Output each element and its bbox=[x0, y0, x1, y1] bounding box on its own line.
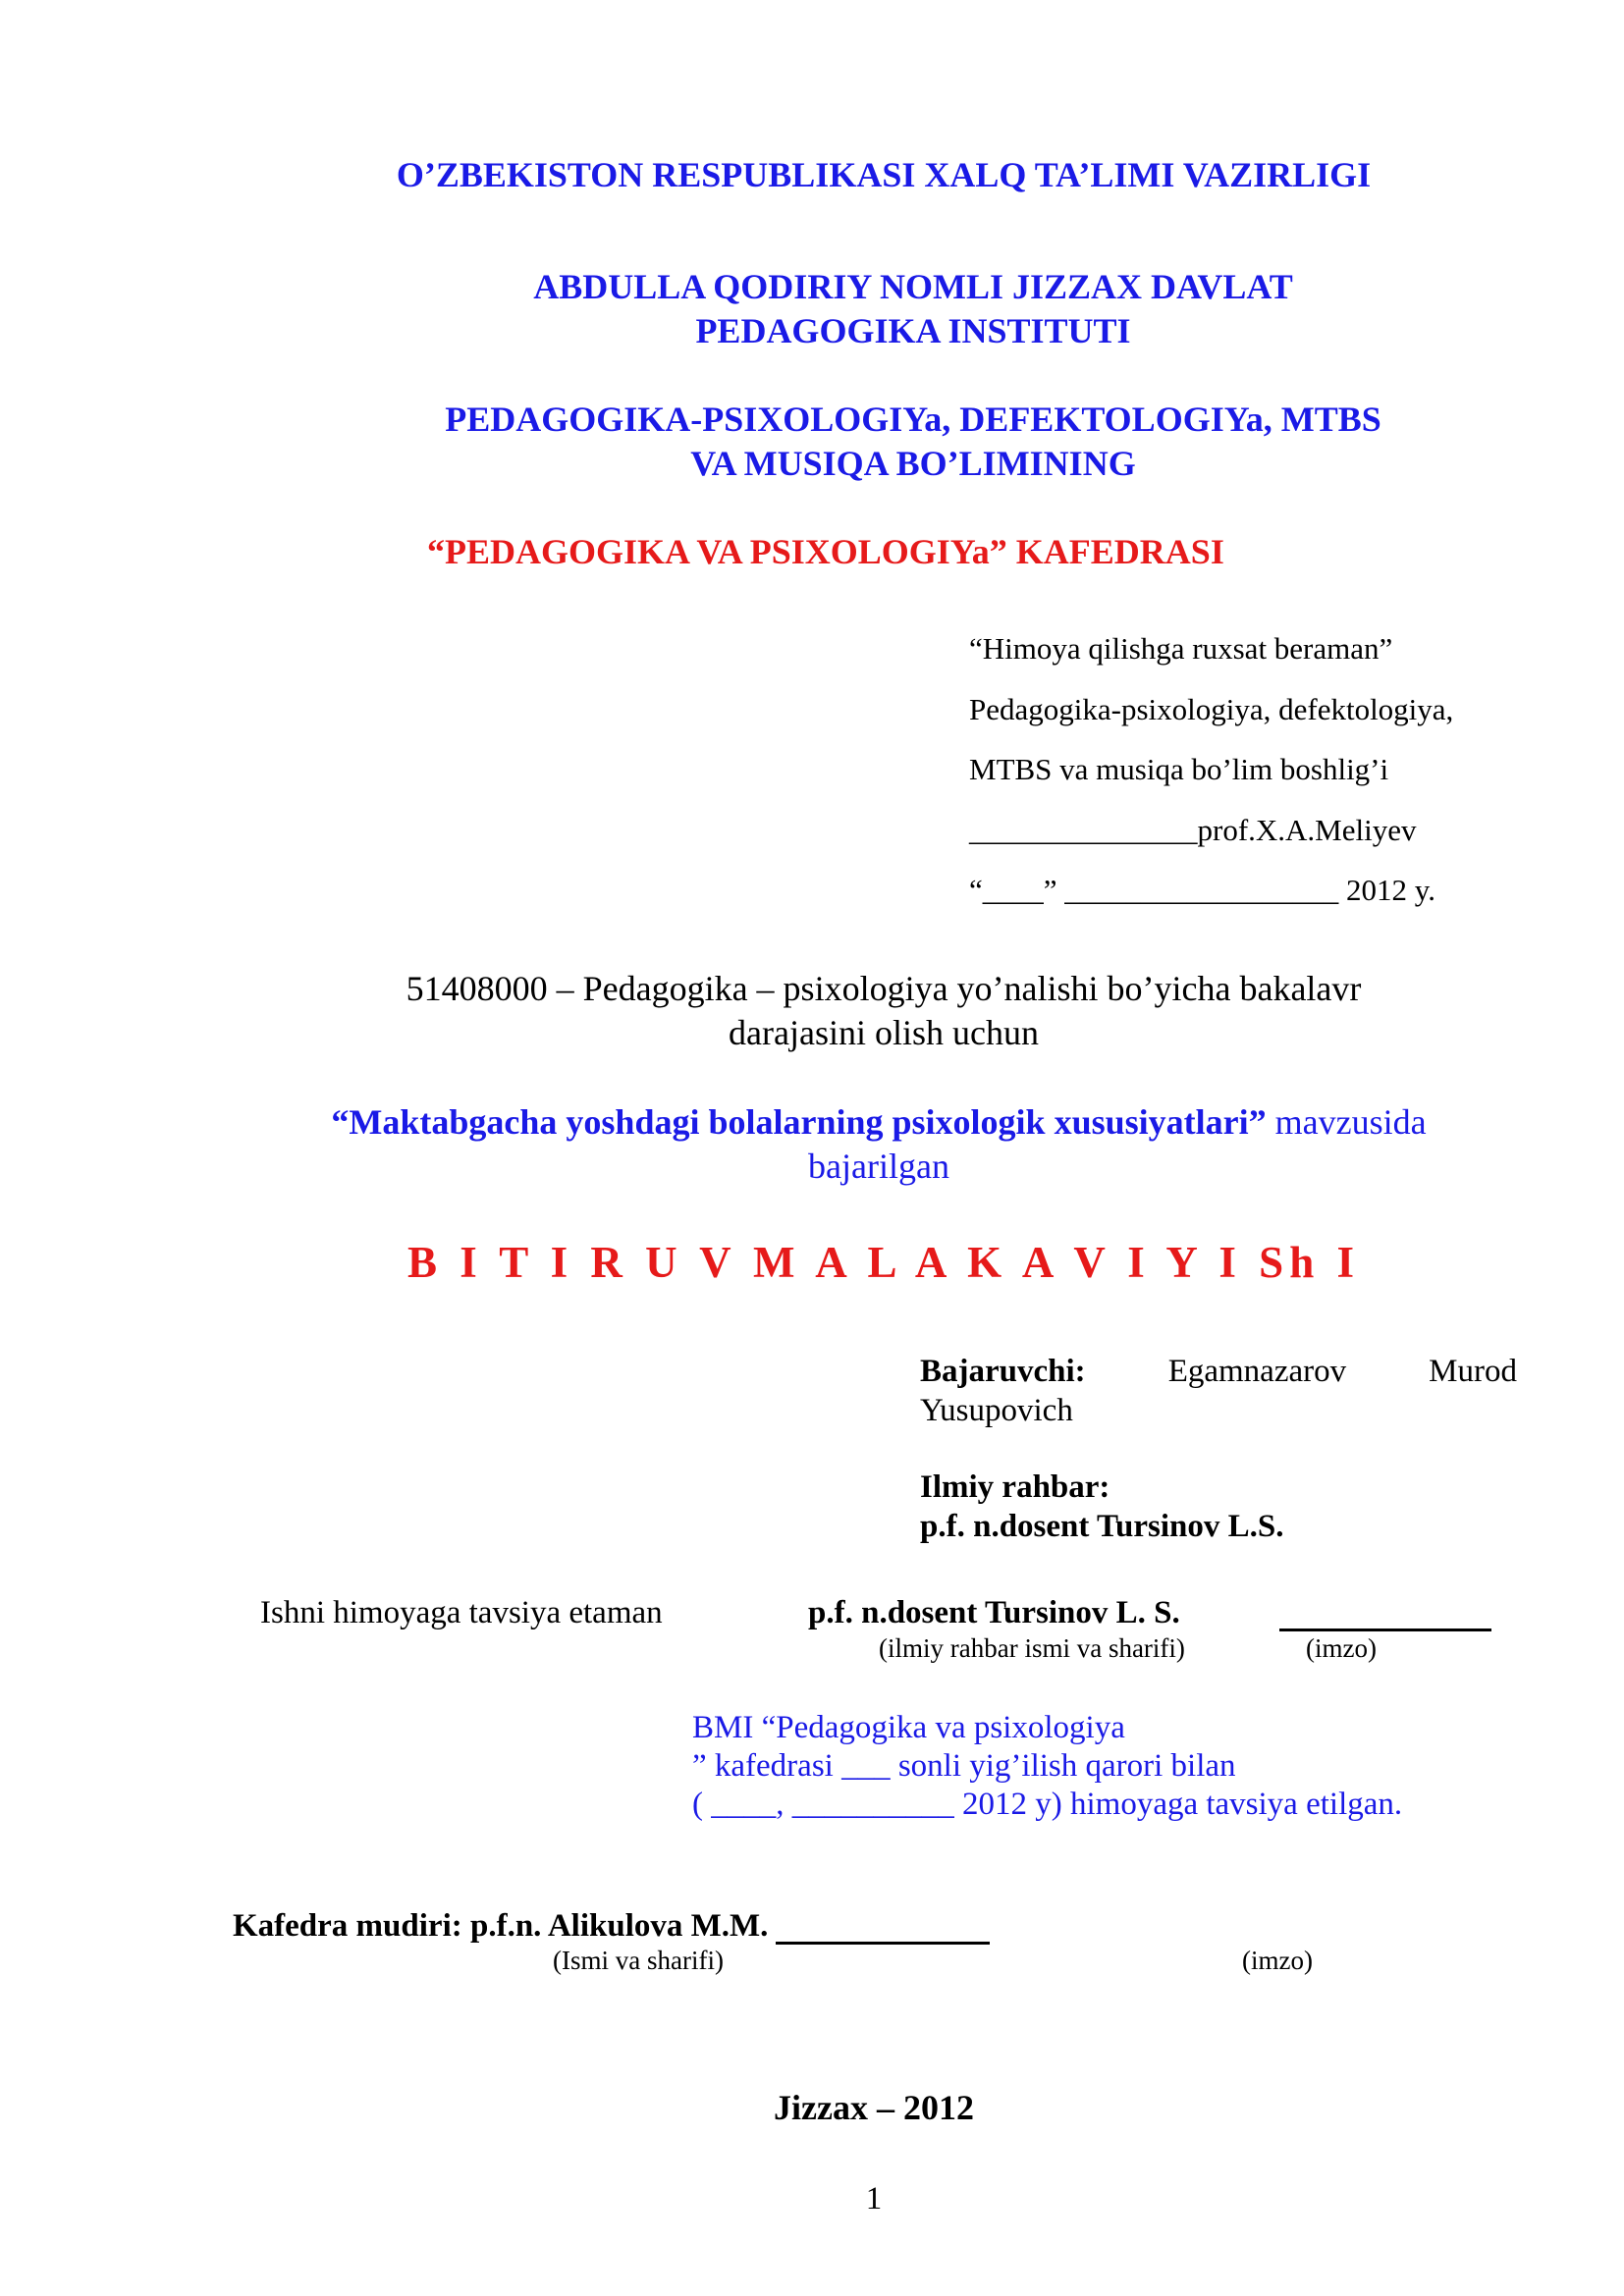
city-year: Jizzax – 2012 bbox=[774, 2088, 974, 2127]
recommendation-sign-caption: (imzo) bbox=[1306, 1633, 1377, 1663]
faculty-title bbox=[324, 398, 1502, 486]
bmi-line2: ” kafedrasi ___ sonli yig’ilish qarori bilan bbox=[692, 1748, 1236, 1784]
performer-surname: Egamnazarov bbox=[1167, 1354, 1347, 1389]
institute-title bbox=[324, 265, 1502, 353]
approval-line2: Pedagogika-psixologiya, defektologiya, bbox=[969, 691, 1454, 726]
approval-line1: “Himoya qilishga ruxsat beraman” bbox=[969, 631, 1393, 666]
degree-line2: darajasini olish uchun bbox=[729, 1013, 1039, 1052]
approval-line5: “____” __________________ 2012 y. bbox=[969, 873, 1436, 907]
performer-row bbox=[920, 1352, 1517, 1391]
ministry-title: O’ZBEKISTON RESPUBLIKASI XALQ TA’LIMI VAZIRLIGI bbox=[396, 155, 1372, 194]
department-head-signature-line bbox=[776, 1910, 990, 1945]
topic-title: “Maktabgacha yoshdagi bolalarning psixologik xususiyatlari” bbox=[331, 1102, 1267, 1142]
performer-block bbox=[920, 1352, 1517, 1430]
department-title: “PEDAGOGIKA VA PSIXOLOGIYa” KAFEDRASI bbox=[427, 532, 1224, 571]
department-head: Kafedra mudiri: p.f.n. Alikulova M.M. bbox=[233, 1908, 769, 1944]
degree-line1: 51408000 – Pedagogika – psixologiya yo’nalishi bo’yicha bakalavr bbox=[406, 969, 1362, 1008]
bmi-line1: BMI “Pedagogika va psixologiya bbox=[692, 1710, 1125, 1745]
approval-line3: MTBS va musiqa bo’lim boshlig’i bbox=[969, 752, 1389, 786]
page-number: 1 bbox=[865, 2181, 883, 2216]
performer-name: Murod bbox=[1429, 1354, 1517, 1389]
bmi-block bbox=[692, 1709, 1497, 1824]
supervisor-block bbox=[920, 1468, 1517, 1546]
performer-patronymic: Yusupovich bbox=[920, 1393, 1073, 1428]
department-head-name-caption: (Ismi va sharifi) bbox=[553, 1946, 724, 1975]
institute-title-line1: ABDULLA QODIRIY NOMLI JIZZAX DAVLAT bbox=[533, 267, 1293, 306]
performer-label: Bajaruvchi: bbox=[920, 1354, 1086, 1389]
work-title: B I T I R U V M A L A K A V I Y I Sh I bbox=[406, 1238, 1361, 1287]
bmi-line3: ( ____, __________ 2012 y) himoyaga tavsiya etilgan. bbox=[692, 1787, 1403, 1822]
approval-block bbox=[969, 618, 1558, 921]
approval-line4: _______________prof.X.A.Meliyev bbox=[969, 812, 1417, 847]
topic-statement bbox=[226, 1100, 1532, 1189]
faculty-title-line1: PEDAGOGIKA-PSIXOLOGIYa, DEFEKTOLOGIYa, MTBS bbox=[445, 400, 1381, 439]
institute-title-line2: PEDAGOGIKA INSTITUTI bbox=[695, 311, 1131, 350]
topic-line1 bbox=[226, 1100, 1532, 1145]
supervisor-name: p.f. n.dosent Tursinov L.S. bbox=[920, 1509, 1284, 1544]
department-head-sign-caption: (imzo) bbox=[1242, 1946, 1313, 1975]
degree-statement bbox=[295, 967, 1473, 1055]
topic-line2: bajarilgan bbox=[808, 1147, 949, 1186]
recommendation-name-caption: (ilmiy rahbar ismi va sharifi) bbox=[879, 1633, 1185, 1663]
recommendation-supervisor-name: p.f. n.dosent Tursinov L. S. bbox=[808, 1595, 1180, 1630]
recommendation-text: Ishni himoyaga tavsiya etaman bbox=[260, 1595, 663, 1630]
supervisor-label: Ilmiy rahbar: bbox=[920, 1469, 1110, 1505]
recommendation-signature-line bbox=[1279, 1597, 1491, 1631]
faculty-title-line2: VA MUSIQA BO’LIMINING bbox=[690, 444, 1136, 483]
topic-suffix: mavzusida bbox=[1266, 1102, 1427, 1142]
